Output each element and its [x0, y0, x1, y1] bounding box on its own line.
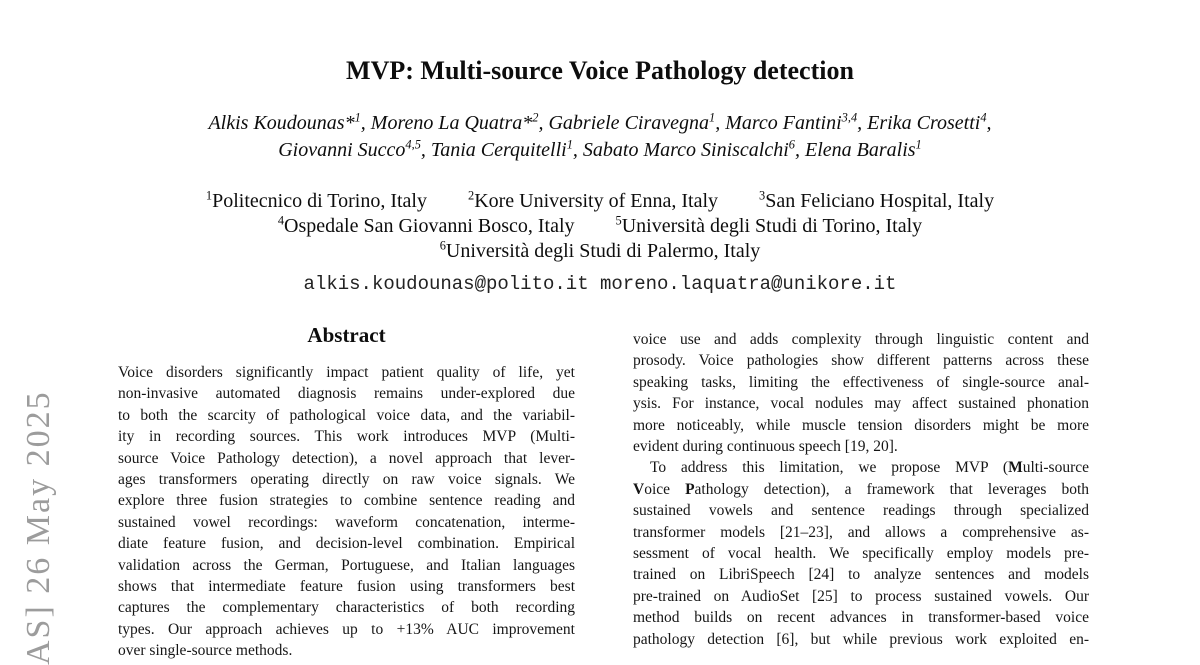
- affiliation-item: $^5$Università degli Studi di Torino, Italy: [615, 213, 923, 237]
- author-affiliation-superscript: 1: [354, 110, 361, 125]
- author-affiliation-superscript: 4,5: [405, 137, 421, 152]
- author-affiliation-superscript: 1: [709, 110, 716, 125]
- affiliation-block: [0, 189, 1200, 264]
- text-line: sustained vowels and sentence readings through specialized: [633, 502, 1089, 520]
- text-line: ity in recording sources. This work introduces MVP (Multi-: [118, 428, 575, 446]
- affiliation-superscript: 4: [277, 213, 285, 228]
- author-separator: ,: [360, 112, 371, 134]
- arxiv-date-stamp: AS] 26 May 2025: [20, 390, 57, 665]
- author-affiliation-superscript: 1: [915, 137, 922, 152]
- text-line: pre-trained on AudioSet [25] to process sustained vowels. Our: [633, 587, 1089, 605]
- text-line: To address this limitation, we propose MVP (Multi-source: [650, 459, 1089, 477]
- author-separator: ,: [420, 139, 431, 161]
- author-name: Marco Fantini$^{3,4}$,: [725, 110, 868, 134]
- text-line: Voice Pathology detection), a framework that leverages both: [633, 480, 1089, 498]
- affiliation-superscript: 6: [439, 238, 446, 253]
- affiliation-line: [0, 214, 1200, 239]
- author-affiliation-superscript: 1: [566, 137, 573, 152]
- affiliation-item: $^1$Politecnico di Torino, Italy: [205, 188, 427, 212]
- text-line: transformer models [21–23], and allows a comprehensive as-: [633, 523, 1089, 541]
- author-name: Gabriele Ciravegna$^1$,: [548, 110, 726, 134]
- affiliation-line: [0, 189, 1200, 214]
- affiliation-item: $^4$Ospedale San Giovanni Bosco, Italy: [277, 213, 575, 237]
- text-line: diate feature fusion, and decision-level combination. Empirical: [118, 535, 575, 553]
- author-separator: ,: [857, 112, 868, 134]
- author-line: [0, 110, 1200, 137]
- affiliation-item: $^2$Kore University of Enna, Italy: [467, 188, 719, 212]
- text-line: Voice disorders significantly impact patient quality of life, yet: [118, 364, 575, 381]
- abstract-text: [118, 362, 575, 662]
- author-separator: ,: [715, 112, 726, 134]
- abstract-column: [118, 322, 575, 662]
- text-line: non-invasive automated diagnosis remains under-explored due: [118, 385, 575, 403]
- affiliation-superscript: 3: [759, 188, 766, 203]
- author-line: [0, 137, 1200, 164]
- text-line: explore three fusion strategies to combine sentence reading and: [118, 492, 575, 510]
- author-name: Alkis Koudounas*$^1$,: [208, 110, 371, 134]
- author-name: Elena Baralis$^1$: [805, 137, 922, 161]
- author-name: Tania Cerquitelli$^1$,: [430, 137, 583, 161]
- text-line: ages transformers operating directly on raw voice signals. We: [118, 471, 575, 489]
- text-line: prosody. Voice pathologies show different patterns across these: [633, 352, 1089, 370]
- text-line: validation across the German, Portuguese, and Italian languages: [118, 556, 575, 574]
- affiliation-superscript: 2: [467, 188, 475, 203]
- text-line: trained on LibriSpeech [24] to analyze sentences and models: [633, 566, 1089, 584]
- intro-text: [633, 329, 1089, 650]
- text-line: source Voice Pathology detection), a novel approach that lever-: [118, 449, 575, 467]
- text-line: captures the complementary characteristics of both recording: [118, 599, 575, 617]
- affiliation-superscript: 1: [205, 188, 213, 203]
- author-separator: ,: [795, 139, 805, 161]
- text-line: method builds on recent advances in transformer-based voice: [633, 609, 1089, 627]
- author-affiliation-superscript: 2: [532, 110, 539, 125]
- author-separator: ,: [986, 112, 992, 134]
- text-line: sessment of vocal health. We specifically employ models pre-: [633, 545, 1089, 563]
- author-block: [0, 110, 1200, 164]
- author-affiliation-superscript: 4: [980, 110, 987, 125]
- author-name: Moreno La Quatra*$^2$,: [370, 110, 549, 134]
- text-line: ysis. For instance, vocal nodules may affect sustained phonation: [633, 395, 1089, 413]
- affiliation-line: [0, 239, 1200, 264]
- text-line: sustained vowel recordings: waveform concatenation, interme-: [118, 513, 575, 531]
- text-line: pathology detection [6], but while previous work exploited en-: [633, 630, 1089, 648]
- paper-title: MVP: Multi-source Voice Pathology detection: [346, 56, 854, 85]
- text-line: shows that intermediate feature fusion using transformers best: [118, 578, 575, 596]
- text-line: over single-source methods.: [118, 642, 293, 660]
- affiliation-item: $^6$Università degli Studi di Palermo, Italy: [439, 238, 761, 262]
- text-line: speaking tasks, limiting the effectiveness of single-source anal-: [633, 373, 1089, 391]
- author-name: Sabato Marco Siniscalchi$^6$,: [582, 137, 805, 161]
- abstract-heading: Abstract: [307, 323, 386, 347]
- author-affiliation-superscript: 3,4: [841, 110, 858, 125]
- affiliation-superscript: 5: [615, 213, 622, 228]
- text-line: evident during continuous speech [19, 20].: [633, 438, 898, 456]
- text-line: more noticeably, while muscle tension disorders might be more: [633, 416, 1089, 434]
- author-name: Erika Crosetti$^4$,: [867, 110, 992, 134]
- text-line: to both the scarcity of pathological voice data, and the variabil-: [118, 406, 575, 424]
- affiliation-item: $^3$San Feliciano Hospital, Italy: [759, 188, 995, 212]
- intro-column: [633, 329, 1089, 650]
- text-line: voice use and adds complexity through linguistic content and: [633, 331, 1089, 348]
- author-separator: ,: [538, 112, 549, 134]
- author-separator: ,: [572, 139, 583, 161]
- author-affiliation-superscript: 6: [788, 137, 795, 152]
- text-line: types. Our approach achieves up to +13% AUC improvement: [118, 620, 575, 638]
- author-name: Giovanni Succo$^{4,5}$,: [278, 137, 431, 161]
- email-line: alkis.koudounas@polito.it moreno.laquatra@unikore.it: [303, 273, 897, 295]
